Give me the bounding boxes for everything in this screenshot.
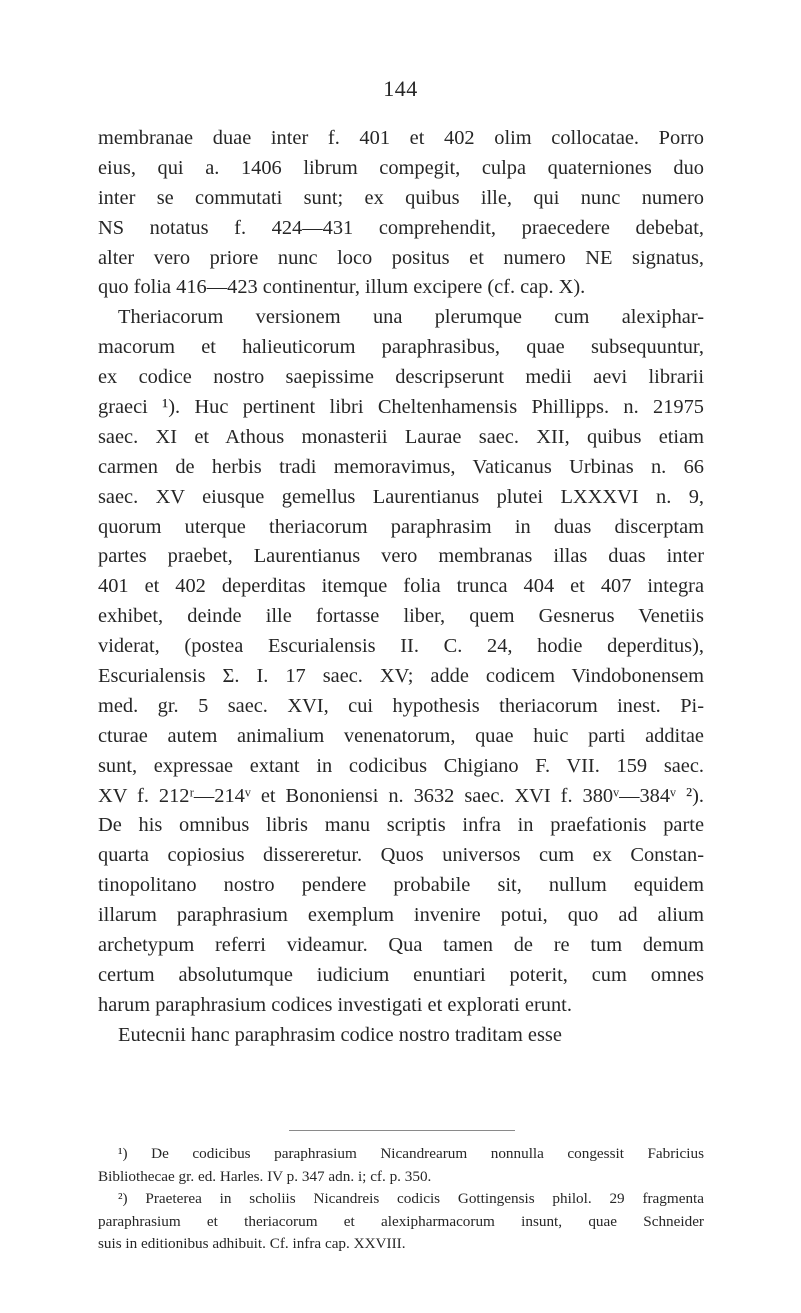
page-number: 144 <box>383 76 418 101</box>
footnote-1: ¹) De codicibus paraphrasium Nicandrearum nonnulla congessit Fabricius <box>118 1145 704 1162</box>
footnote-2: ²) Praeterea in scholiis Nicandreis codicis Gottingensis philol. 29 fragmenta <box>118 1190 704 1207</box>
text-line: XV f. 212ʳ—214ᵛ et Bononiensi n. 3632 saec. XVI f. 380ᵛ—384ᵛ ²). <box>98 784 704 807</box>
text-line: exhibet, deinde ille fortasse liber, quem Gesnerus Venetiis <box>98 605 704 628</box>
footnote-2-continued: suis in editionibus adhibuit. Cf. infra cap. XXVIII. <box>98 1235 406 1252</box>
text-line: illarum paraphrasium exemplum invenire potui, quo ad alium <box>98 904 704 927</box>
footnote-divider <box>289 1130 515 1131</box>
text-line: eius, qui a. 1406 librum compegit, culpa quaterniones duo <box>98 156 704 179</box>
text-line: quo folia 416—423 continentur, illum excipere (cf. cap. X). <box>98 276 586 299</box>
text-line: archetypum referri videamur. Qua tamen de re tum demum <box>98 934 704 957</box>
text-line: NS notatus f. 424—431 comprehendit, praecedere debebat, <box>98 216 704 239</box>
text-line: carmen de herbis tradi memoravimus, Vaticanus Urbinas n. 66 <box>98 455 704 478</box>
footnotes <box>98 1143 704 1256</box>
text-line: certum absolutumque iudicium enuntiari poterit, cum omnes <box>98 963 704 986</box>
text-line: Escurialensis Σ. I. 17 saec. XV; adde codicem Vindobonensem <box>98 665 704 688</box>
text-line: inter se commutati sunt; ex quibus ille, qui nunc numero <box>98 186 704 209</box>
text-line: viderat, (postea Escurialensis II. C. 24, hodie deperditus), <box>98 635 704 658</box>
paragraph-start-line: Eutecnii hanc paraphrasim codice nostro traditam esse <box>118 1023 562 1046</box>
footnote-2-continued: paraphrasium et theriacorum et alexipharmacorum insunt, quae Schneider <box>98 1212 704 1230</box>
text-line: tinopolitano nostro pendere probabile sit, nullum equidem <box>98 874 704 897</box>
text-line: alter vero priore nunc loco positus et numero NE signatus, <box>98 246 704 269</box>
text-line: sunt, expressae extant in codicibus Chigiano F. VII. 159 saec. <box>98 754 704 777</box>
text-line: saec. XV eiusque gemellus Laurentianus plutei LXXXVI n. 9, <box>98 485 704 508</box>
paragraph-start-line: Theriacorum versionem una plerumque cum alexiphar- <box>118 306 704 329</box>
text-line: quarta copiosius dissereretur. Quos universos cum ex Constan- <box>98 844 704 867</box>
text-line: 401 et 402 deperditas itemque folia trunca 404 et 407 integra <box>98 575 704 598</box>
text-line: quorum uterque theriacorum paraphrasim in duas discerptam <box>98 515 704 538</box>
text-line: De his omnibus libris manu scriptis infra in praefationis parte <box>98 814 704 837</box>
text-line: saec. XI et Athous monasterii Laurae saec. XII, quibus etiam <box>98 425 704 448</box>
text-line: graeci ¹). Huc pertinent libri Cheltenhamensis Phillipps. n. 21975 <box>98 396 704 419</box>
body-text <box>98 124 704 1051</box>
text-line: med. gr. 5 saec. XVI, cui hypothesis theriacorum inest. Pi- <box>98 694 704 717</box>
text-line: ex codice nostro saepissime descripserunt medii aevi librarii <box>98 366 704 389</box>
text-line: cturae autem animalium venenatorum, quae huic parti additae <box>98 724 704 747</box>
text-line: membranae duae inter f. 401 et 402 olim collocatae. Porro <box>98 127 704 149</box>
text-line: macorum et halieuticorum paraphrasibus, quae subsequuntur, <box>98 336 704 359</box>
footnote-1-continued: Bibliothecae gr. ed. Harles. IV p. 347 adn. i; cf. p. 350. <box>98 1167 432 1185</box>
text-line: partes praebet, Laurentianus vero membranas illas duas inter <box>98 545 704 568</box>
text-line: harum paraphrasium codices investigati et explorati erunt. <box>98 993 572 1016</box>
